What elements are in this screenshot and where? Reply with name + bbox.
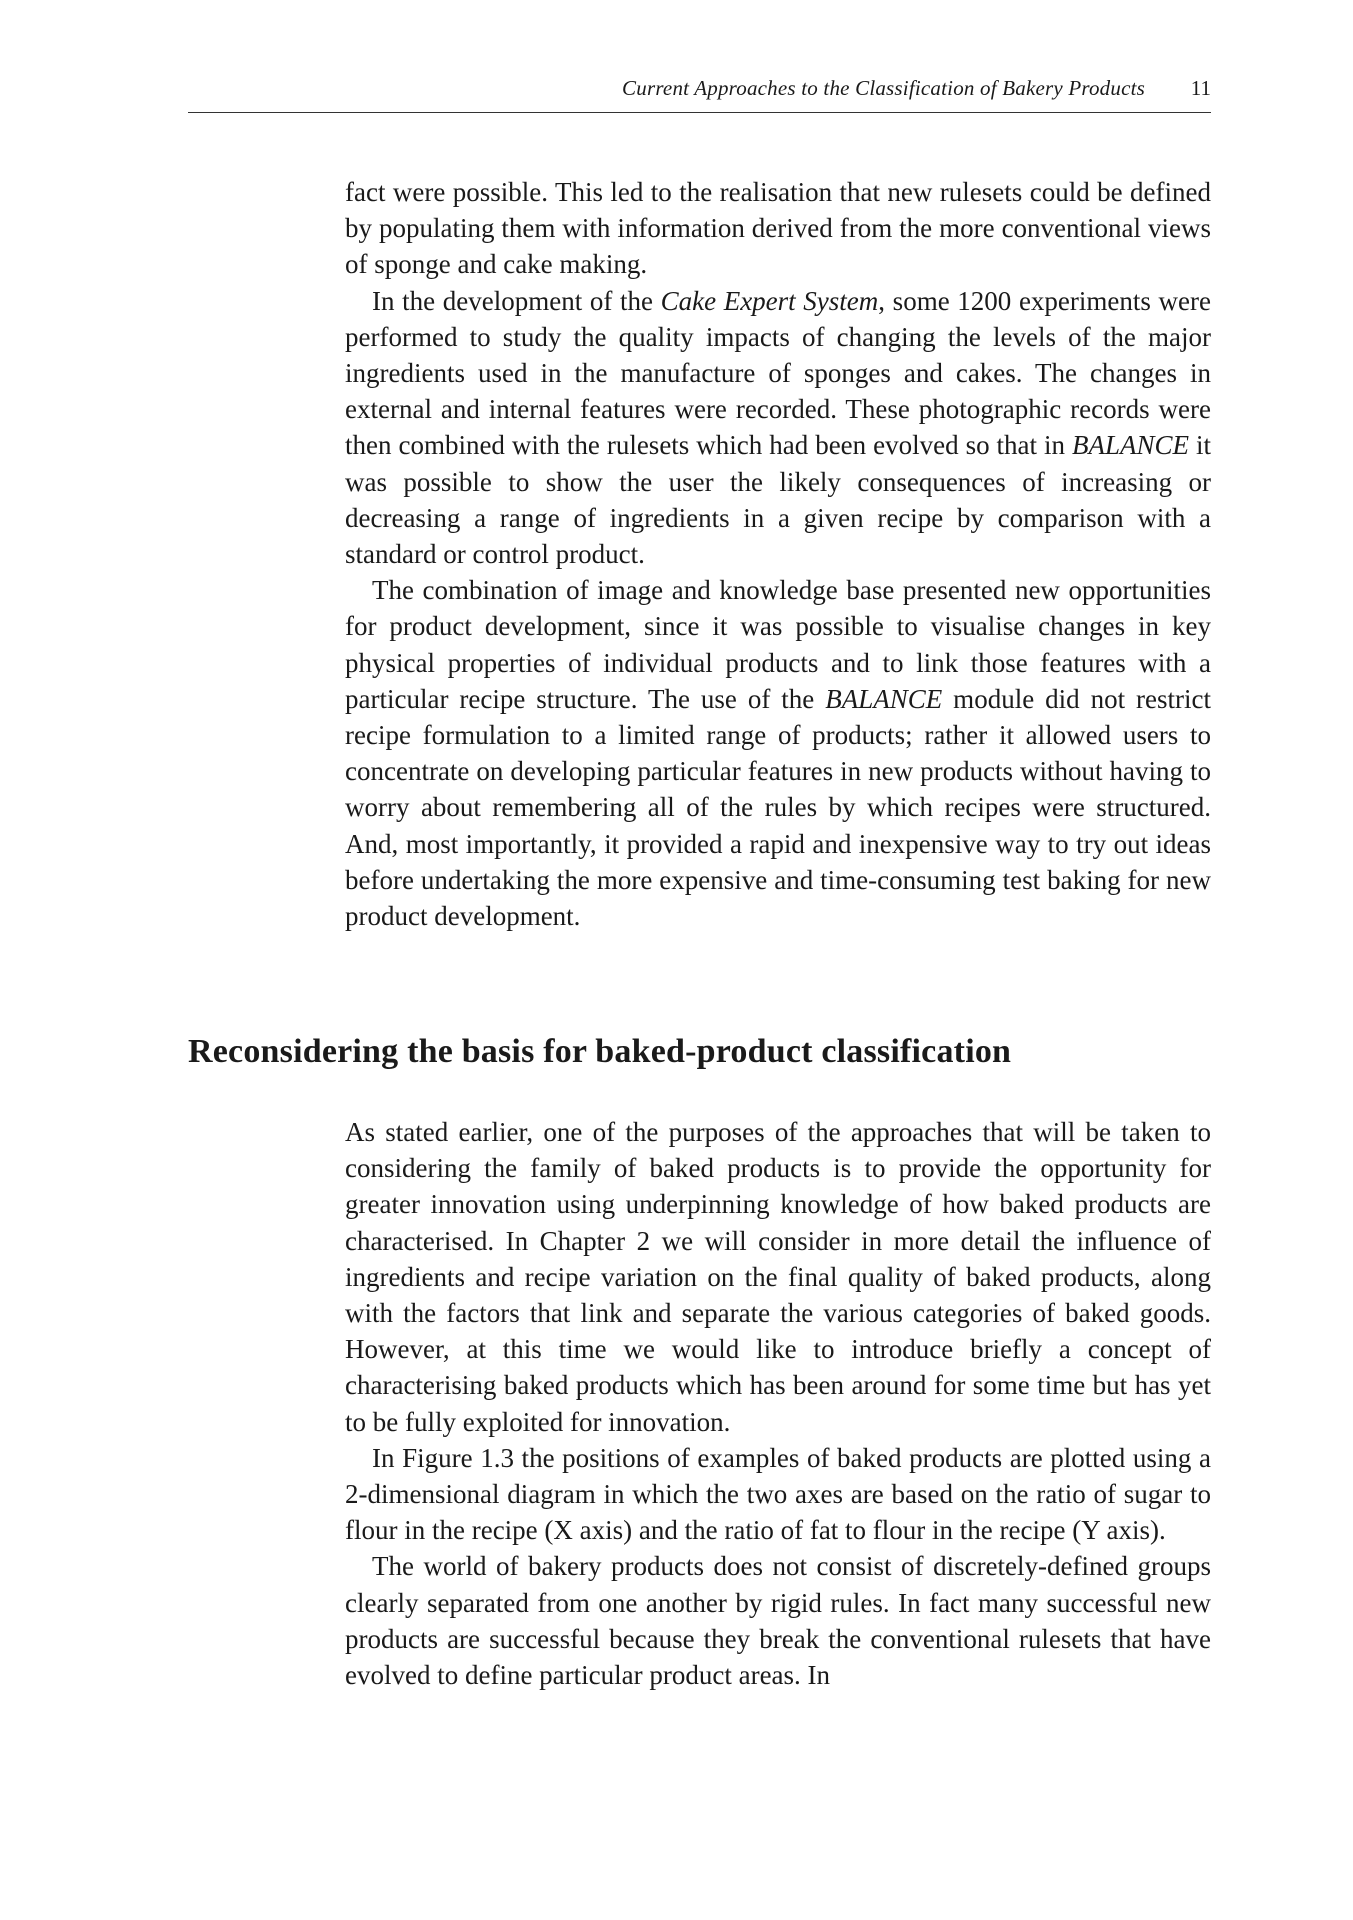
paragraph-figure-reference: In Figure 1.3 the positions of examples of baked products are plotted using a 2-dimensional diagram in which the two axes are based on the ratio of sugar to flour in the recipe (X axis) and the ratio of fat to flour in the recipe (Y axis). [345,1442,1211,1546]
italic-term-cake-expert-system: Cake Expert System [660,285,879,316]
paragraph-world-of-bakery: The world of bakery products does not consist of discretely-defined groups clearly separated from one another by rigid rules. In fact many successful new products are successful because they break the conventional rulesets that have evolved to define particular product areas. In [345,1551,1211,1691]
paragraph-text: In the development of the [372,285,661,316]
body-text-block-2 [345,1114,1211,1693]
paragraph-purposes: As stated earlier, one of the purposes of the approaches that will be taken to considering the family of baked products is to provide the opportunity for greater innovation using underpinning knowledge of how baked products are characterised. In Chapter 2 we will consider in more detail the influence of ingredients and recipe variation on the final quality of baked products, along with the factors that link and separate the various categories of baked goods. However, at this time we would like to introduce briefly a concept of characterising baked products which has been around for some time but has yet to be fully exploited for innovation. [345,1117,1211,1437]
paragraph-image-knowledge-base [345,572,1211,934]
paragraph-continuation: fact were possible. This led to the realisation that new rulesets could be defined by populating them with information derived from the more conventional views of sponge and cake making. [345,177,1211,280]
italic-term-balance: BALANCE [825,683,943,714]
paragraph-text: module did not restrict recipe formulation to a limited range of products; rather it allowed users to concentrate on developing particular features in new products without having to worry about remembering all of the rules by which recipes were structured. And, most importantly, it provided a rapid and inexpensive way to try out ideas before undertaking the more expensive and time-consuming test baking for new product development. [345,683,1211,932]
body-text-block-1 [345,174,1211,934]
running-title: Current Approaches to the Classification of Bakery Products [622,76,1145,100]
running-header [188,72,1211,113]
italic-term-balance: BALANCE [1072,430,1190,461]
paragraph-text: it was possible to show the user the likely consequences of increasing or decreasing a range of ingredients in a given recipe by comparison with a standard or control product. [345,430,1211,570]
page-number: 11 [1190,76,1211,100]
section-heading: Reconsidering the basis for baked-product classification [188,1033,1012,1070]
paragraph-text: The combination of image and knowledge base presented new opportunities for product development, since it was possible to visualise changes in key physical properties of individual products and to link those features with a particular recipe structure. The use of the [345,575,1211,714]
paragraph-cake-expert-system [345,283,1211,573]
paragraph-text: , some 1200 experiments were performed to study the quality impacts of changing the levels of the major ingredients used in the manufacture of sponges and cakes. The changes in external and internal features were recorded. These photographic records were then combined with the rulesets which had been evolved so that in [345,285,1211,461]
